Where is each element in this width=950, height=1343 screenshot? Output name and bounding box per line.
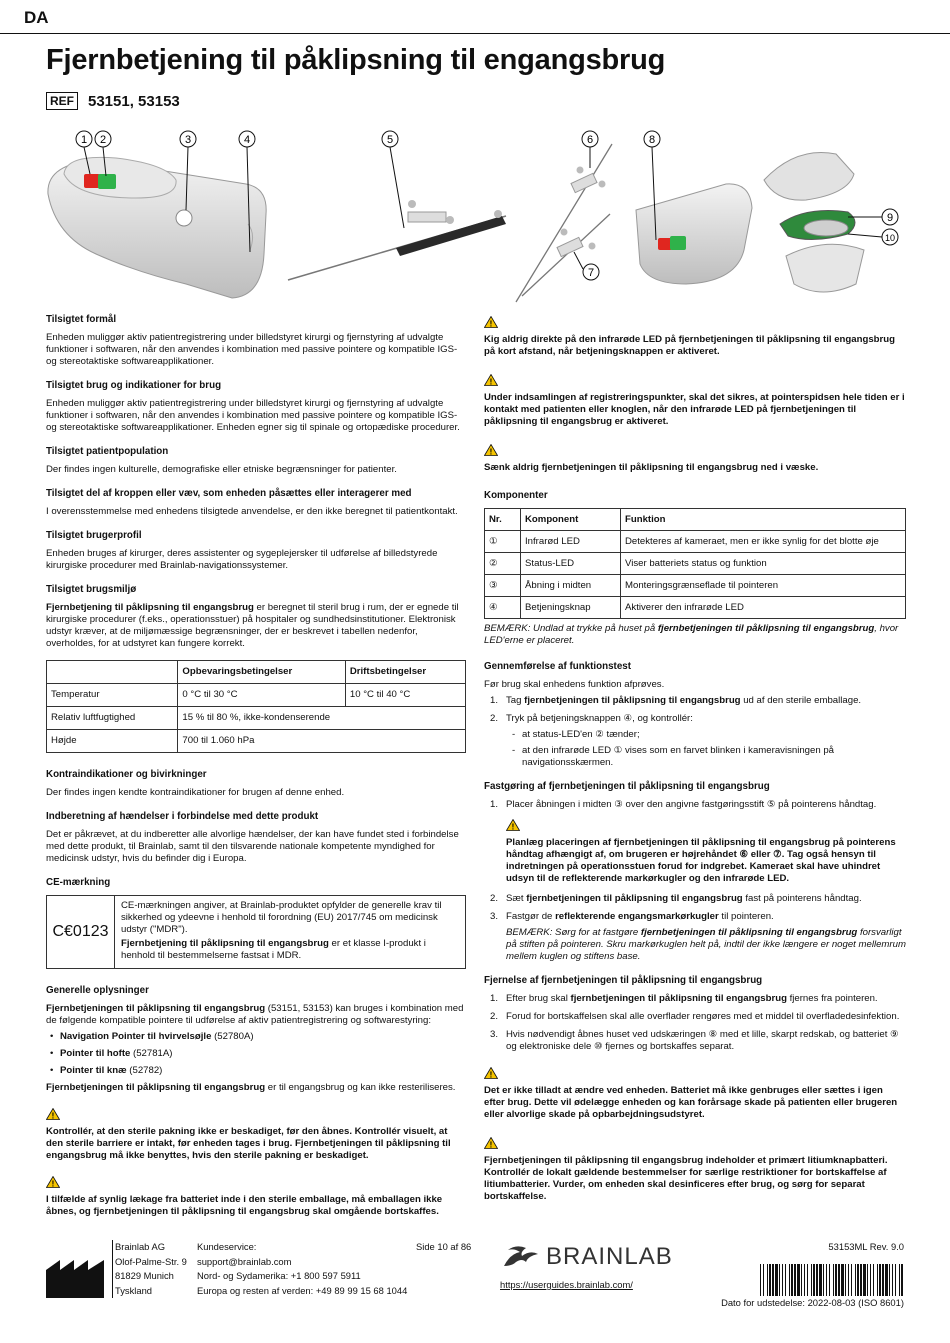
table-row xyxy=(485,597,906,619)
svg-text:!: ! xyxy=(489,447,493,456)
table-cell: Relativ luftfugtighed xyxy=(47,707,178,730)
svg-text:!: ! xyxy=(51,1111,55,1120)
product-name: Fjernbetjening til påklipsning til engangsbrug xyxy=(121,938,329,949)
footer xyxy=(0,1238,950,1343)
table-cell: Detekteres af kameraet, men er ikke synlig for det blotte øje xyxy=(621,531,906,553)
text-function-test-intro: Før brug skal enhedens funktion afprøves. xyxy=(484,679,665,690)
callout-7 xyxy=(574,252,599,280)
warning-pointer-tip xyxy=(484,374,906,428)
table-cell: Højde xyxy=(47,730,178,753)
table-cell: Status-LED xyxy=(521,553,621,575)
table-header-cell: Komponent xyxy=(521,509,621,531)
ref-numbers: 53151, 53153 xyxy=(88,92,180,110)
table-row xyxy=(47,730,466,753)
brainlab-logo-icon xyxy=(500,1244,540,1270)
table-cell: Viser batteriets status og funktion xyxy=(621,553,906,575)
warning-infrared-led xyxy=(484,316,906,358)
ce-text-2 xyxy=(121,938,459,962)
heading-patient-population: Tilsigtet patientpopulation xyxy=(46,446,169,457)
svg-text:!: ! xyxy=(489,319,493,328)
warning-icon xyxy=(484,374,498,386)
callout-10 xyxy=(848,229,898,245)
list-item: 1. Tag fjernbetjeningen til påklipsning til engangsbrug ud af den sterile emballage. xyxy=(490,695,862,706)
list-item: 2. Sæt fjernbetjeningen til påklipsning til engangsbrug fast på pointerens håndtag. xyxy=(490,893,862,904)
table-cell: 700 til 1.060 hPa xyxy=(178,730,466,753)
list-item: 2. Forud for bortskaffelsen skal alle overflader rengøres med et middel til overfladedesinfektion. xyxy=(490,1011,900,1022)
page-number: Side 10 af 86 xyxy=(416,1241,472,1252)
table-cell: 10 °C til 40 °C xyxy=(345,684,465,707)
product-name: Fjernbetjening til påklipsning til engangsbrug xyxy=(46,602,254,613)
infrared-led-icon xyxy=(84,174,100,188)
language-header xyxy=(0,4,950,34)
svg-text:!: ! xyxy=(489,1140,493,1149)
table-cell: 15 % til 80 %, ikke-kondenserende xyxy=(178,707,466,730)
text-intended-purpose: Enheden muliggør aktiv patientregistrering under billedstyret kirurgi og fjernstyring af udvalgte funktioner i softwaren, når den anvendes i kombination med passive pointere og kompatible IGS- og stereotaktiske softwareapplikationer. xyxy=(46,332,458,367)
warning-sterile-pack xyxy=(46,1108,466,1162)
heading-contraindications: Kontraindikationer og bivirkninger xyxy=(46,769,207,780)
service-email[interactable]: support@brainlab.com xyxy=(197,1255,292,1267)
step-text: Placer åbningen i midten ③ over den angivne fastgøringsstift ⑤ på pointerens håndtag. xyxy=(506,799,877,810)
heading-removal: Fjernelse af fjernbetjeningen til påklipsning til engangsbrug xyxy=(484,975,763,986)
list-item xyxy=(50,1065,466,1077)
warning-battery-leak xyxy=(46,1176,466,1218)
svg-text:!: ! xyxy=(489,377,493,386)
list-item: 3. Fastgør de reflekterende engangsmarkørkugler til pointeren. BEMÆRK: Sørg for at fastgøre fjernbetjeningen til påklipsning til engangsbrug forsvarligt på stiften på pointeren. Skru markørkuglen helt på, indtil der ikke længere er noget mellemrum mellem kuglen og stiftens base. xyxy=(490,911,906,962)
ce-text-2-rest: er et klasse I-produkt i henhold til bestemmelserne fastsat i MDR. xyxy=(121,938,426,961)
pointer-ref: (52780A) xyxy=(211,1031,254,1042)
list-item: 1. Placer åbningen i midten ③ over den angivne fastgøringsstift ⑤ på pointerens håndtag. xyxy=(490,799,877,810)
table-cell: ① xyxy=(485,531,521,553)
table-header-cell: Nr. xyxy=(485,509,521,531)
warning-lithium-battery xyxy=(484,1137,906,1203)
ce-mark-icon: C€0123 xyxy=(47,896,115,968)
svg-text:2: 2 xyxy=(99,134,107,146)
ref-line xyxy=(46,92,180,110)
table-cell: Åbning i midten xyxy=(521,575,621,597)
heading-intended-use: Tilsigtet brug og indikationer for brug xyxy=(46,380,222,391)
table-row xyxy=(485,531,906,553)
manufacturer-address xyxy=(112,1240,187,1298)
product-name: fjernbetjeningen til påklipsning til engangsbrug xyxy=(570,993,787,1004)
callout-6 xyxy=(582,131,598,168)
components-table xyxy=(484,508,906,619)
text-contraindications: Der findes ingen kendte kontraindikationer for brugen af denne enhed. xyxy=(46,787,345,798)
step-text: Efter brug skal xyxy=(506,993,571,1004)
heading-body-part: Tilsigtet del af kroppen eller væv, som enheden påsættes eller interagerer med xyxy=(46,488,412,499)
attach-steps-cont xyxy=(484,893,906,963)
text-patient-population: Der findes ingen kulturelle, demografiske eller etniske begrænsninger for patienter. xyxy=(46,464,397,475)
product-name: fjernbetjeningen til påklipsning til engangsbrug xyxy=(526,893,743,904)
brainlab-logo xyxy=(500,1244,673,1270)
svg-text:!: ! xyxy=(489,1070,493,1079)
warning-icon xyxy=(484,316,498,328)
table-header-cell: Driftsbetingelser xyxy=(345,661,465,684)
warning-text: Under indsamlingen af registreringspunkter, skal det sikres, at pointerspidsen hele tiden er i kontakt med patienten eller knoglen, når den infrarøde LED på fjernbetjeningen til påklipsning til engangsbrug er aktiveret. xyxy=(484,392,905,427)
step-text: Fastgør de xyxy=(506,911,556,922)
table-cell: Temperatur xyxy=(47,684,178,707)
heading-incident-reporting: Indberetning af hændelser i forbindelse med dette produkt xyxy=(46,811,319,822)
service-line: Kundeservice: xyxy=(197,1241,257,1252)
marker-spheres: reflekterende engangsmarkørkugler xyxy=(555,911,719,922)
table-row xyxy=(485,575,906,597)
manufacturer-icon xyxy=(46,1258,104,1298)
table-cell: Betjeningsknap xyxy=(521,597,621,619)
warning-text: Kontrollér, at den sterile pakning ikke er beskadiget, før den åbnes. Kontrollér visuelt, at den sterile barriere er intakt, før enheden tages i brug. Fjernbetjeningen til påklipsning til engangsbrug må ikke benyttes, hvis den sterile pakning er beskadiget. xyxy=(46,1126,451,1161)
product-name: fjernbetjeningen til påklipsning til engangsbrug xyxy=(524,695,741,706)
heading-general-info: Generelle oplysninger xyxy=(46,985,149,996)
remote-device-small xyxy=(636,184,752,284)
callout-5 xyxy=(382,131,404,228)
table-header-row xyxy=(485,509,906,531)
svg-text:!: ! xyxy=(51,1179,55,1188)
barcode-icon xyxy=(760,1264,904,1296)
list-item: 3. Hvis nødvendigt åbnes huset ved udskæringen ⑧ med et lille, skarpt redskab, og batteriet ⑨ og elektroniske dele ⑩ fjernes og bortskaffes separat. xyxy=(490,1029,899,1052)
list-item: 2. Tryk på betjeningsknappen ④, og kontrollér: - at status-LED'en ② tænder; - at den infrarøde LED ① vises som en farvet blinken i kameravisningen på navigationsskærmen. xyxy=(484,713,906,769)
pointer-name: Pointer til hofte xyxy=(60,1048,131,1059)
text-environment xyxy=(46,602,466,650)
table-cell: Infrarød LED xyxy=(521,531,621,553)
ref-label: REF xyxy=(46,92,78,110)
text-intended-use: Enheden muliggør aktiv patientregistrering under billedstyret kirurgi og fjernstyring af udvalgte funktioner i softwaren, når den anvendes i kombination med passive pointere og kompatible IGS- og stereotaktiske softwareapplikationer. Enheden egner sig til spinale og ortopædiske procedurer. xyxy=(46,398,460,433)
table-cell: 0 °C til 30 °C xyxy=(178,684,345,707)
callout-9 xyxy=(848,209,898,225)
warning-text: I tilfælde af synlig lækage fra batteriet inde i den sterile emballage, må emballagen ikke åbnes, og fjernbetjeningen til påklipsning til engangsbrug skal omgående bortskaffes. xyxy=(46,1194,443,1217)
warning-text: Kig aldrig direkte på den infrarøde LED på fjernbetjeningen til påklipsning til engangsbrug på kort afstand, når betjeningsknappen er aktiveret. xyxy=(484,334,895,357)
svg-text:6: 6 xyxy=(586,134,594,146)
warning-text: Planlæg placeringen af fjernbetjeningen til påklipsning til engangsbrug på pointerens håndtag afhængigt af, om brugeren er højrehåndet ⑥ eller ⑦. Tag også hensyn til indretningen på operationsstuen forud for indgrebet. Kameraet skal have uhindret udsyn til de reflekterende markørkugler og den infrarøde LED. xyxy=(506,837,896,884)
product-name: Fjernbetjeningen til påklipsning til engangsbrug xyxy=(46,1003,266,1014)
warning-icon xyxy=(484,1067,498,1079)
pointer-name: Navigation Pointer til hvirvelsøjle xyxy=(60,1031,212,1042)
warning-icon xyxy=(506,819,520,831)
pointer-name: Pointer til knæ xyxy=(60,1065,127,1076)
text-incident-reporting: Det er påkrævet, at du indberetter alle alvorlige hændelser, der kan have fundet sted i forbindelse med dette produkt, til Brainlab, samt til den tilsvarende nationale kompetente myndighed for medicinsk udstyr, hvis du befinder dig i Europa. xyxy=(46,829,459,864)
service-line: Nord- og Sydamerika: +1 800 597 5911 xyxy=(197,1270,361,1282)
heading-user-profile: Tilsigtet brugerprofil xyxy=(46,530,142,541)
heading-intended-purpose: Tilsigtet formål xyxy=(46,314,117,325)
center-opening-icon xyxy=(176,210,192,226)
table-row xyxy=(485,553,906,575)
svg-text:4: 4 xyxy=(243,134,251,146)
function-test-substeps xyxy=(512,729,906,769)
revision: 53153ML Rev. 9.0 xyxy=(828,1241,904,1252)
svg-text:!: ! xyxy=(511,822,515,831)
text-general-info xyxy=(46,1003,466,1027)
svg-text:8: 8 xyxy=(648,134,656,146)
removal-steps xyxy=(484,993,906,1053)
svg-text:10: 10 xyxy=(884,233,896,243)
step-text: fjernes fra pointeren. xyxy=(786,993,878,1004)
table-cell: Monteringsgrænseflade til pointeren xyxy=(621,575,906,597)
language-code: DA xyxy=(24,8,49,27)
general-info-rest: (53151, 53153) kan bruges i kombination med de følgende kompatible pointere til udførelse af aktiv patientregistrering og softwarestyring: xyxy=(46,1003,464,1026)
address-line: Olof-Palme-Str. 9 xyxy=(115,1255,187,1267)
step-text: Tag xyxy=(506,695,525,706)
warning-icon xyxy=(484,444,498,456)
status-led-icon xyxy=(98,174,116,189)
step-text: fast på pointerens håndtag. xyxy=(742,893,862,904)
pointer-figure xyxy=(288,200,506,280)
table-cell: ④ xyxy=(485,597,521,619)
svg-text:3: 3 xyxy=(184,134,192,146)
list-item: - at den infrarøde LED ① vises som en farvet blinken i kameravisningen på navigationsskærmen. xyxy=(512,745,906,769)
page-title: Fjernbetjening til påklipsning til engangsbrug xyxy=(46,44,666,76)
heading-components: Komponenter xyxy=(484,490,548,501)
list-item: 1. Efter brug skal fjernbetjeningen til påklipsning til engangsbrug fjernes fra pointeren. xyxy=(490,993,878,1004)
table-header-cell: Opbevaringsbetingelser xyxy=(178,661,345,684)
pointer-left-handed xyxy=(522,214,610,296)
single-use-rest: er til engangsbrug og kan ikke resteriliseres. xyxy=(265,1082,456,1093)
note-housing xyxy=(484,623,906,647)
svg-text:5: 5 xyxy=(386,134,394,146)
warning-text: Sænk aldrig fjernbetjeningen til påklipsning til engangsbrug ned i væske. xyxy=(484,462,819,473)
product-name: Fjernbetjeningen til påklipsning til engangsbrug xyxy=(46,1082,266,1093)
note-rest: forsvarligt på stiften på pointeren. Skru markørkuglen helt på, indtil der ikke længere er noget mellemrum mellem kuglen og stiftens base. xyxy=(506,927,906,962)
service-line: Europa og resten af verden: +49 89 99 15 68 1044 xyxy=(197,1284,408,1296)
issue-date: Dato for udstedelse: 2022-08-03 (ISO 8601) xyxy=(721,1297,904,1308)
pointer-ref: (52782) xyxy=(126,1065,163,1076)
remote-device-large xyxy=(48,157,266,298)
heading-environment: Tilsigtet brugsmiljø xyxy=(46,584,137,595)
ce-text xyxy=(115,896,465,968)
text-user-profile: Enheden bruges af kirurger, deres assistenter og sygeplejersker til udførelse af billedstyrede kirurgiske procedurer med Brainlab-navigationssystemer. xyxy=(46,548,438,571)
note-attach xyxy=(506,927,906,963)
table-row xyxy=(47,684,466,707)
ce-text-1: CE-mærkningen angiver, at Brainlab-produktet opfylder de generelle krav til sikkerhed og ydeevne i henhold til forordning (EU) 2017/745 om medicinsk udstyr ("MDR"). xyxy=(121,900,442,935)
note-rest: , hvor LED'erne er placeret. xyxy=(484,623,899,646)
step-text: ud af den sterile emballage. xyxy=(740,695,862,706)
warning-text: Fjernbetjeningen til påklipsning til engangsbrug indeholder et primært litiumknapbatteri. Kontrollér de lokalt gældende bestemmelser for særlige restriktioner for bortskaffelse af litiumbatterier. Vurder, om enheden skal desinficeres efter brug, og sørg for separat bortskaffelse. xyxy=(484,1155,888,1202)
heading-attach: Fastgøring af fjernbetjeningen til påklipsning til engangsbrug xyxy=(484,781,770,792)
table-header-cell: Funktion xyxy=(621,509,906,531)
pointer-list xyxy=(50,1031,466,1077)
pointer-ref: (52781A) xyxy=(130,1048,173,1059)
warning-liquid xyxy=(484,444,906,474)
brand-name: BRAINLAB xyxy=(546,1242,673,1270)
warning-icon xyxy=(484,1137,498,1149)
text-single-use xyxy=(46,1082,466,1094)
warning-icon xyxy=(46,1176,60,1188)
address-line: Tyskland xyxy=(115,1284,152,1296)
step-text: Tryk på betjeningsknappen ④, og kontrollér: xyxy=(506,713,693,724)
function-test-steps xyxy=(484,695,906,769)
warning-modify xyxy=(484,1067,906,1121)
table-cell: Aktiverer den infrarøde LED xyxy=(621,597,906,619)
ce-box xyxy=(46,895,466,969)
list-item: - at status-LED'en ② tænder; xyxy=(512,729,906,741)
device-figure xyxy=(36,124,916,314)
product-name: fjernbetjeningen til påklipsning til engangsbrug xyxy=(640,927,858,938)
heading-ce-marking: CE-mærkning xyxy=(46,877,111,888)
svg-text:9: 9 xyxy=(886,212,894,224)
table-header-row xyxy=(47,661,466,684)
note-prefix: BEMÆRK: Sørg for at fastgøre xyxy=(506,927,641,938)
step-text: Hvis nødvendigt åbnes huset ved udskæringen ⑧ med et lille, skarpt redskab, og batteriet ⑨ og elektroniske dele ⑩ fjernes og bortskaffes separat. xyxy=(506,1029,899,1052)
note-prefix: BEMÆRK: Undlad at trykke på huset på xyxy=(484,623,658,634)
warning-icon xyxy=(46,1108,60,1120)
environment-table xyxy=(46,660,466,753)
product-name: fjernbetjeningen til påklipsning til engangsbrug xyxy=(657,623,875,634)
userguides-link[interactable]: https://userguides.brainlab.com/ xyxy=(500,1279,633,1290)
step-text: Forud for bortskaffelsen skal alle overflader rengøres med et middel til overfladedesinfektion. xyxy=(506,1011,900,1022)
list-item xyxy=(50,1048,466,1060)
warning-placement xyxy=(506,819,906,885)
table-cell: ③ xyxy=(485,575,521,597)
table-cell: ② xyxy=(485,553,521,575)
list-item xyxy=(50,1031,466,1043)
heading-function-test: Gennemførelse af funktionstest xyxy=(484,661,631,672)
warning-text: Det er ikke tilladt at ændre ved enheden. Batteriet må ikke genbruges eller sættes i igen efter brug. Dette vil ødelægge enheden og kan forårsage skade på patienten eller brugeren eller alvorlige skade på opbarbejdningsudstyret. xyxy=(484,1085,898,1120)
exploded-housing xyxy=(764,152,864,292)
text-body-part: I overensstemmelse med enhedens tilsigtede anvendelse, er den ikke beregnet til patientkontakt. xyxy=(46,506,458,517)
customer-service xyxy=(197,1240,407,1298)
svg-text:1: 1 xyxy=(80,134,88,146)
table-header-cell xyxy=(47,661,178,684)
table-row xyxy=(47,707,466,730)
svg-text:7: 7 xyxy=(587,267,595,279)
address-line: 81829 Munich xyxy=(115,1270,174,1282)
step-text: Sæt xyxy=(506,893,527,904)
pointer-right-handed xyxy=(516,144,612,302)
address-line: Brainlab AG xyxy=(115,1241,166,1252)
right-column xyxy=(484,312,906,1205)
environment-rest: er beregnet til steril brug i rum, der er egnede til kirurgiske procedurer (f.eks., operationsstuer) på hospitaler og sundhedsinstitutioner. Elektronisk udstyr kræver, at de miljømæssige begrænsninger, der er beskrevet i tabellen nedenfor, overholdes, for at udstyret kan fungere korrekt. xyxy=(46,602,459,649)
attach-steps xyxy=(484,799,906,811)
step-text: til pointeren. xyxy=(718,911,774,922)
left-column xyxy=(46,312,466,1220)
